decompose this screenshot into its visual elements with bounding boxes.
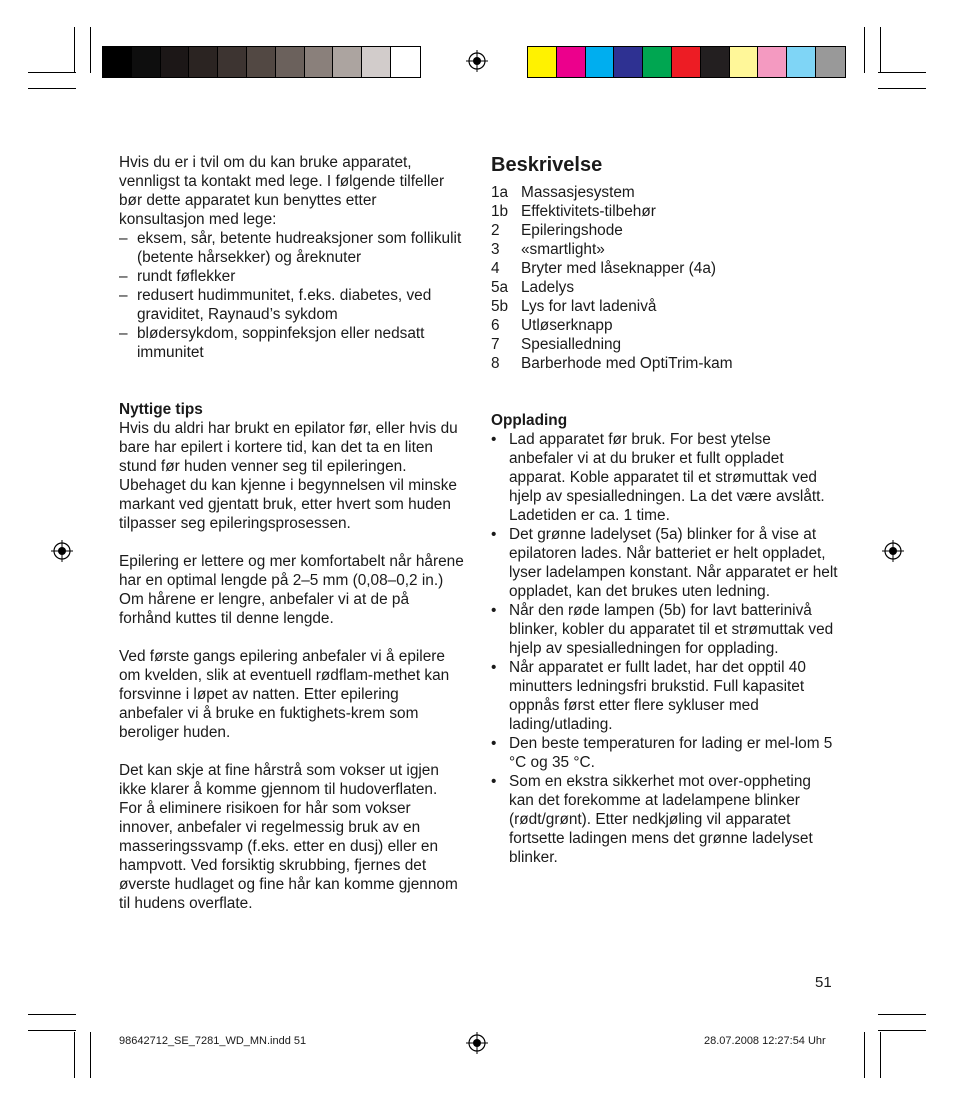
color-swatch xyxy=(103,47,132,77)
color-swatch xyxy=(276,47,305,77)
color-swatch xyxy=(758,47,787,77)
color-swatch xyxy=(189,47,218,77)
registration-mark-icon xyxy=(466,50,488,72)
registration-mark-icon xyxy=(466,1032,488,1054)
page-number: 51 xyxy=(815,974,832,991)
parts-list-item xyxy=(491,202,839,221)
tips-heading: Nyttige tips xyxy=(119,401,203,418)
condition-item: – eksem, sår, betente hudreaksjoner som follikulit (betente hårsekker) og åreknuter xyxy=(119,229,464,267)
color-swatch xyxy=(816,47,845,77)
color-swatch xyxy=(586,47,615,77)
charging-bullet: • Som en ekstra sikkerhet mot over-oppheting kan det forekomme at ladelampene blinker (rødt/grønt). Etter nedkjøling vil apparatet fortsette ladingen mens det grønne ladelyset blinker. xyxy=(491,772,839,867)
color-swatch xyxy=(391,47,420,77)
footer-timestamp: 28.07.2008 12:27:54 Uhr xyxy=(704,1035,826,1047)
process-color-bar xyxy=(527,46,846,78)
part-label: Ladelys xyxy=(521,279,575,296)
color-swatch xyxy=(672,47,701,77)
charging-bullet: • Det grønne ladelyset (5a) blinker for å vise at epilatoren lades. Når batteriet er helt oppladet, lyser ladelampen konstant. Når apparatet er helt oppladet, kan det brukes uten ledning. xyxy=(491,525,839,601)
tips-paragraph: Ved første gangs epilering anbefaler vi å epilere om kvelden, slik at eventuell rødflam-methet kan forsvinne i løpet av natten. Etter epilering anbefaler vi å bruke en fuktighets-krem som beroliger huden. xyxy=(119,648,450,741)
crop-mark xyxy=(878,88,926,89)
part-number: 1b xyxy=(491,203,509,220)
charging-bullet: • Den beste temperaturen for lading er mel-lom 5 °C og 35 °C. xyxy=(491,734,839,772)
parts-list-item xyxy=(491,354,839,373)
part-number: 2 xyxy=(491,222,500,239)
parts-list-item xyxy=(491,259,839,278)
part-number: 5a xyxy=(491,279,509,296)
charging-bullet: • Lad apparatet før bruk. For best ytelse anbefaler vi at du bruker et fullt oppladet apparat. Koble apparatet til et strømuttak ved hjelp av spesialledningen. La det være avslått. Ladetiden er ca. 1 time. xyxy=(491,430,839,525)
parts-list xyxy=(491,183,839,373)
color-swatch xyxy=(528,47,557,77)
crop-mark xyxy=(880,27,881,73)
part-number: 8 xyxy=(491,355,500,372)
intro-paragraph: Hvis du er i tvil om du kan bruke apparatet, vennligst ta kontakt med lege. I følgende tilfeller bør dette apparatet kun benyttes etter konsultasjon med lege: xyxy=(119,154,445,228)
crop-mark xyxy=(28,72,76,73)
part-number: 5b xyxy=(491,298,509,315)
part-label: Effektivitets-tilbehør xyxy=(521,203,656,220)
part-label: Massasjesystem xyxy=(521,184,635,201)
crop-mark xyxy=(28,88,76,89)
parts-list-item xyxy=(491,221,839,240)
registration-mark-icon xyxy=(51,540,73,562)
right-column xyxy=(491,153,839,867)
parts-list-item xyxy=(491,297,839,316)
parts-list-item xyxy=(491,183,839,202)
crop-mark xyxy=(74,27,75,73)
crop-mark xyxy=(864,1032,865,1078)
charging-bullet: • Når apparatet er fullt ladet, har det opptil 40 minutters ledningsfri brukstid. Full kapasitet oppnås først etter flere sykluser med lading/utlading. xyxy=(491,658,839,734)
color-swatch xyxy=(614,47,643,77)
parts-list-item xyxy=(491,240,839,259)
part-label: Bryter med låseknapper (4a) xyxy=(521,260,717,277)
charging-heading: Opplading xyxy=(491,412,568,429)
registration-mark-icon xyxy=(882,540,904,562)
color-swatch xyxy=(247,47,276,77)
left-column xyxy=(119,153,464,913)
crop-mark xyxy=(878,72,926,73)
part-label: «smartlight» xyxy=(521,241,605,258)
crop-mark xyxy=(880,1032,881,1078)
footer-file-info: 98642712_SE_7281_WD_MN.indd 51 xyxy=(119,1035,307,1047)
color-swatch xyxy=(161,47,190,77)
color-swatch xyxy=(218,47,247,77)
color-swatch xyxy=(557,47,586,77)
crop-mark xyxy=(90,27,91,73)
crop-mark xyxy=(74,1032,75,1078)
parts-list-item xyxy=(491,316,839,335)
crop-mark xyxy=(878,1030,926,1031)
crop-mark xyxy=(28,1014,76,1015)
color-swatch xyxy=(333,47,362,77)
crop-mark xyxy=(878,1014,926,1015)
part-number: 1a xyxy=(491,184,509,201)
part-label: Epileringshode xyxy=(521,222,623,239)
section-heading: Beskrivelse xyxy=(491,154,603,176)
parts-list-item xyxy=(491,335,839,354)
grayscale-color-bar xyxy=(102,46,421,78)
part-label: Barberhode med OptiTrim-kam xyxy=(521,355,733,372)
tips-paragraph: Epilering er lettere og mer komfortabelt når hårene har en optimal lengde på 2–5 mm (0,08–0,2 in.) Om hårene er lengre, anbefaler vi at de på forhånd kuttes til denne lengde. xyxy=(119,553,464,627)
part-number: 3 xyxy=(491,241,500,258)
crop-mark xyxy=(864,27,865,73)
part-number: 7 xyxy=(491,336,500,353)
part-number: 6 xyxy=(491,317,500,334)
condition-item: – rundt føflekker xyxy=(119,267,464,286)
tips-paragraph: Hvis du aldri har brukt en epilator før, eller hvis du bare har epilert i kortere tid, kan det ta en liten stund før huden venner seg til epileringen. Ubehaget du kan kjenne i begynnelsen vil minske markant ved gjentatt bruk, etter hvert som huden tilpasser seg epileringsprosessen. xyxy=(119,420,458,532)
part-label: Utløserknapp xyxy=(521,317,613,334)
color-swatch xyxy=(730,47,759,77)
crop-mark xyxy=(90,1032,91,1078)
crop-mark xyxy=(28,1030,76,1031)
color-swatch xyxy=(362,47,391,77)
charging-bullet: • Når den røde lampen (5b) for lavt batterinivå blinker, kobler du apparatet til et strømuttak ved hjelp av spesialledningen for opplading. xyxy=(491,601,839,658)
color-swatch xyxy=(701,47,730,77)
condition-item: – redusert hudimmunitet, f.eks. diabetes, ved graviditet, Raynaud’s sykdom xyxy=(119,286,464,324)
tips-paragraph: Det kan skje at fine hårstrå som vokser ut igjen ikke klarer å komme gjennom til hudoverflaten. For å eliminere risikoen for hår som vokser innover, anbefaler vi regelmessig bruk av en masseringssvamp (f.eks. etter en dusj) eller en hampvott. Ved forsiktig skrubbing, fjernes det øverste hudlaget og fine hår kan komme gjennom til hudens overflate. xyxy=(119,762,458,912)
parts-list-item xyxy=(491,278,839,297)
color-swatch xyxy=(132,47,161,77)
part-number: 4 xyxy=(491,260,500,277)
part-label: Spesialledning xyxy=(521,336,622,353)
color-swatch xyxy=(305,47,334,77)
part-label: Lys for lavt ladenivå xyxy=(521,298,657,315)
color-swatch xyxy=(787,47,816,77)
color-swatch xyxy=(643,47,672,77)
condition-item: – blødersykdom, soppinfeksjon eller nedsatt immunitet xyxy=(119,324,464,362)
